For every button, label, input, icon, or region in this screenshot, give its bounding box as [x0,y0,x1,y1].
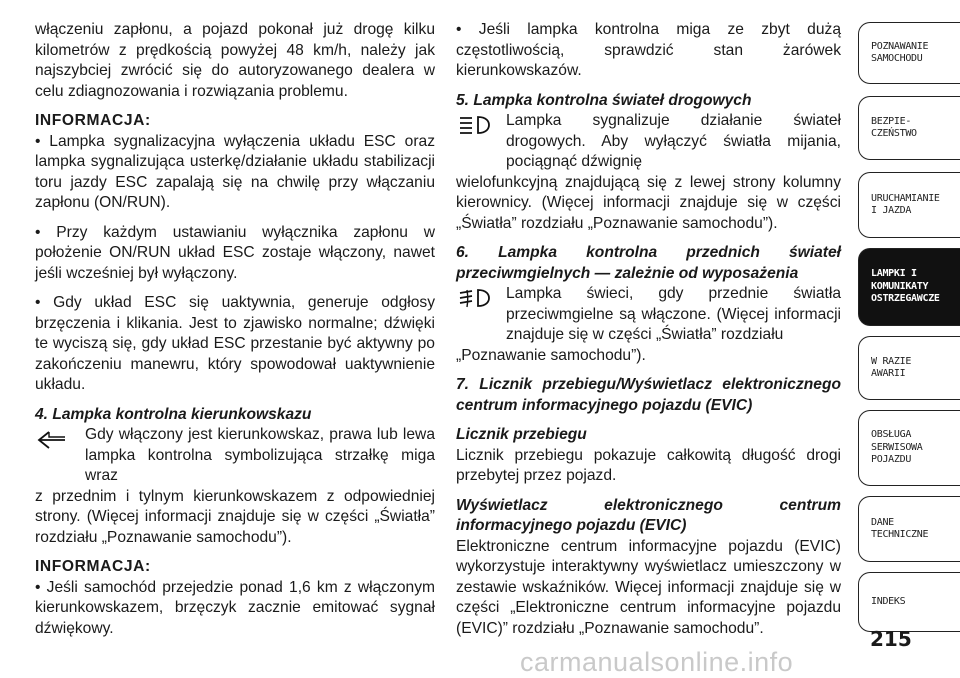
tab-poznawanie-samochodu[interactable] [858,22,960,84]
tab-dane-techniczne[interactable] [858,496,960,562]
tab-obsluga-serwisowa[interactable] [858,410,960,486]
paragraph: Lampka sygnalizuje działanie świateł drogowych. Aby wyłączyć światła mijania, pociągnąć dźwignię [506,112,841,170]
paragraph: Lampka świeci, gdy przednie światła przeciwmgielne są włączone. (Więcej informacji znajduje się w części „Światła” rozdziału [506,285,841,343]
right-column [456,20,841,639]
watermark: carmanualsonline.info [520,647,794,677]
paragraph: „Poznawanie samochodu”). [456,346,646,364]
paragraph: wielofunkcyjną znajdującą się z lewej strony kolumny kierownicy. (Więcej informacji znajduje się w części „Światła” rozdziału „Poznawanie samochodu”). [456,173,841,232]
tab-label: LAMPKI I [871,268,917,280]
info-heading: INFORMACJA: [35,558,151,575]
tab-label: BEZPIE- [871,115,912,127]
tab-lampki-i-komunikaty[interactable] [858,248,960,326]
tab-w-razie-awarii[interactable] [858,336,960,400]
info-heading: INFORMACJA: [35,112,151,129]
info-bullet: • Przy każdym ustawianiu wyłącznika zapłonu w położenie ON/RUN układ ESC zostaje włączony, nawet jeśli wcześniej był wyłączony. [35,223,435,282]
info-bullet: • Jeśli samochód przejedzie ponad 1,6 km z włączonym kierunkowskazem, brzęczyk zacznie emitować sygnał dźwiękowy. [35,578,435,637]
tab-label: URUCHAMIANIE [871,192,940,204]
tab-label: POJAZDU [871,454,912,466]
paragraph: Elektroniczne centrum informacyjne pojazdu (EVIC) wykorzystuje interaktywny wyświetlacz umieszczony w zestawie wskaźników. Więcej informacji znajduje się w części „Elektroniczne centrum informacyjne pojazdu (EVIC)” rozdziału „Poznawanie samochodu”. [456,537,841,637]
paragraph: włączeniu zapłonu, a pojazd pokonał już drogę kilku kilometrów z prędkością powyżej 48 km/h, należy jak najszybciej zwrócić się do autoryzowanego dealera w celu zdiagnozowania i rozwiązania problemu. [35,21,435,100]
turn-signal-arrow-icon [35,428,71,450]
tab-label: INDEKS [871,595,906,607]
tab-label: DANE [871,516,894,528]
left-column [35,20,435,639]
section-heading-high-beam: 5. Lampka kontrolna świateł drogowych [456,91,752,109]
tab-label: SERWISOWA [871,441,923,453]
tab-uruchamianie-i-jazda[interactable] [858,172,960,238]
high-beam-block [456,111,841,173]
section-heading-fog-lights: 6. Lampka kontrolna przednich świateł przeciwmgielnych — zależnie od wyposażenia [456,244,841,282]
subheading-evic: Wyświetlacz elektronicznego centrum informacyjnego pojazdu (EVIC) [456,496,841,534]
tab-label: CZEŃSTWO [871,128,917,139]
tab-bezpieczenstwo[interactable] [858,96,960,160]
chapter-tabs [858,22,960,620]
tab-label: KOMUNIKATY [871,280,929,292]
paragraph: Licznik przebiegu pokazuje całkowitą długość drogi przebytej przez pojazd. [456,446,841,484]
info-bullet: • Gdy układ ESC się uaktywnia, generuje odgłosy brzęczenia i klikania. Jest to zjawisko normalne; dźwięki te wyciszą się, gdy układ ESC przestanie być aktywny po zakończeniu manewru, który spowodował uaktywnienie układu. [35,294,435,393]
fog-light-block [456,284,841,346]
tab-label: SAMOCHODU [871,53,923,64]
tab-label: POZNAWANIE [871,40,929,52]
paragraph: z przednim i tylnym kierunkowskazem z odpowiedniej strony. (Więcej informacji znajduje się w części „Światła” rozdziału „Poznawanie samochodu”). [35,487,435,546]
turn-signal-block [35,425,435,487]
bullet-paragraph: • Jeśli lampka kontrolna miga ze zbyt dużą częstotliwością, sprawdzić stan żarówek kierunkowskazów. [456,21,841,79]
tab-label: W RAZIE [871,355,912,367]
paragraph: Gdy włączony jest kierunkowskaz, prawa lub lewa lampka kontrolna symbolizująca strzałkę miga wraz [85,426,435,484]
page-number: 215 [870,627,912,651]
tab-label: OBSŁUGA [871,429,912,441]
tab-label: AWARII [871,368,906,379]
tab-label: TECHNICZNE [871,529,929,540]
subheading-odometer: Licznik przebiegu [456,426,587,443]
section-heading-turn-signal: 4. Lampka kontrolna kierunkowskazu [35,405,312,423]
section-heading-odometer-evic: 7. Licznik przebiegu/Wyświetlacz elektronicznego centrum informacyjnego pojazdu (EVIC) [456,376,841,414]
info-bullet: • Lampka sygnalizacyjna wyłączenia układu ESC oraz lampka sygnalizująca usterkę/działanie układu stabilizacji toru jazdy ESC zapalają się na chwilę przy włączaniu zapłonu (ON/RUN). [35,132,435,211]
tab-label: I JAZDA [871,205,912,216]
high-beam-icon [456,114,492,136]
tab-indeks[interactable] [858,572,960,632]
tab-label: OSTRZEGAWCZE [871,293,940,305]
front-fog-light-icon [456,287,492,309]
